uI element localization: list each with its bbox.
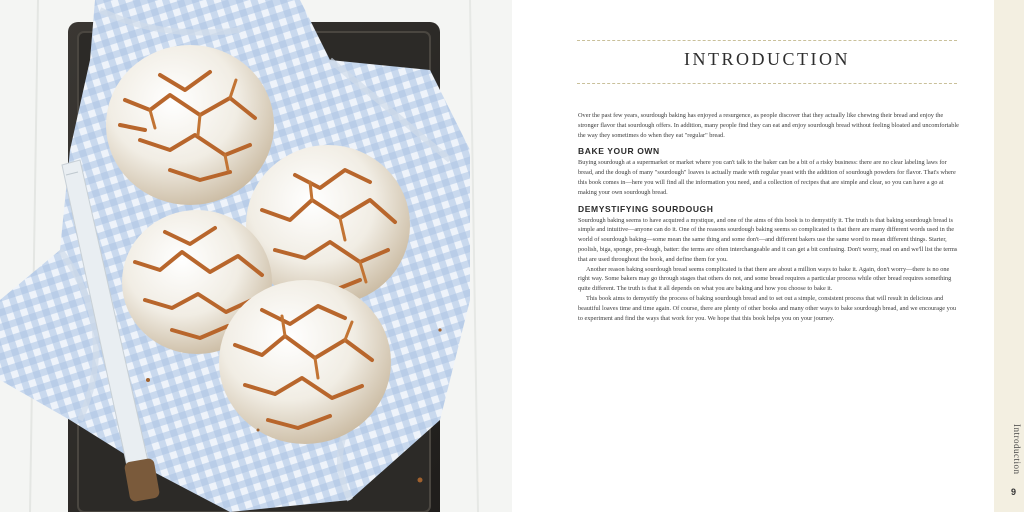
section-heading-bake-your-own: BAKE YOUR OWN [578, 146, 660, 157]
body-text [578, 111, 960, 323]
loaf-bottom [219, 280, 391, 444]
bake-your-own-paragraph: Buying sourdough at a supermarket or market where you can't talk to the baker can be a bit of a risky business: there are no clear labeling laws for bread, and the dough of many "sourdough" loaves is actually made with regular yeast with the addition of sourdough powders for flavor. That's where this book comes in—here you will find all the information you need, and a collection of recipes that are simple and clear, so you can have a go at making your own sourdough bread. [578, 159, 956, 196]
title-rule-top [577, 40, 957, 41]
running-head: Introduction [1012, 424, 1022, 475]
page-number: 9 [1010, 487, 1016, 497]
loaf-top-left [106, 45, 274, 205]
chapter-title: INTRODUCTION [684, 49, 850, 69]
intro-paragraph: Over the past few years, sourdough baking has enjoyed a resurgence, as people discover that they actually like chewing their bread and enjoy the stronger flavor that sourdough offers. In addition, many people find they can eat and enjoy sourdough bread without feeling bloated and uncomfortable the way they sometimes do when they eat "regular" bread. [578, 112, 959, 139]
section-heading-demystifying-sourdough: DEMYSTIFYING SOURDOUGH [578, 203, 714, 214]
demystifying-paragraph-2: Another reason baking sourdough bread seems complicated is that there are about a million ways to bake it. Again, don't worry—there is no one right way. Some bakers may go through stages that others do not, and some bread requires a particular process while other bread requires something quite different. The truth is that it all depends on what you are baking and how you choose to bake it. [578, 265, 952, 293]
demystifying-paragraph-1: Sourdough baking seems to have acquired a mystique, and one of the aims of this book is to demystify it. The truth is that baking sourdough bread is simple and intuitive—anyone can do it. One of the reasons sourdough baking seems so complicated is that there are many different words used in the world of sourdough baking—some mean the same thing and some don't—and different bakers use the same word to mean different things. Starter, poolish, biga, sponge, pre-dough, batter: the terms are often interchangeable and it can get a bit confusing. Don't worry, read on and we'll list the terms that are used throughout the book, and define them for you. [578, 216, 958, 263]
title-rule-bottom [577, 83, 957, 84]
demystifying-paragraph-3: This book aims to demystify the process of baking sourdough bread and to set out a simple, consistent process that will result in delicious and beautiful loaves time and time again. Of course, there are plenty of other books and many other ways to bake sourdough bread, and we encourage you to experiment and find the ways that work for you. We hope that this book helps you on your journey. [578, 294, 957, 322]
